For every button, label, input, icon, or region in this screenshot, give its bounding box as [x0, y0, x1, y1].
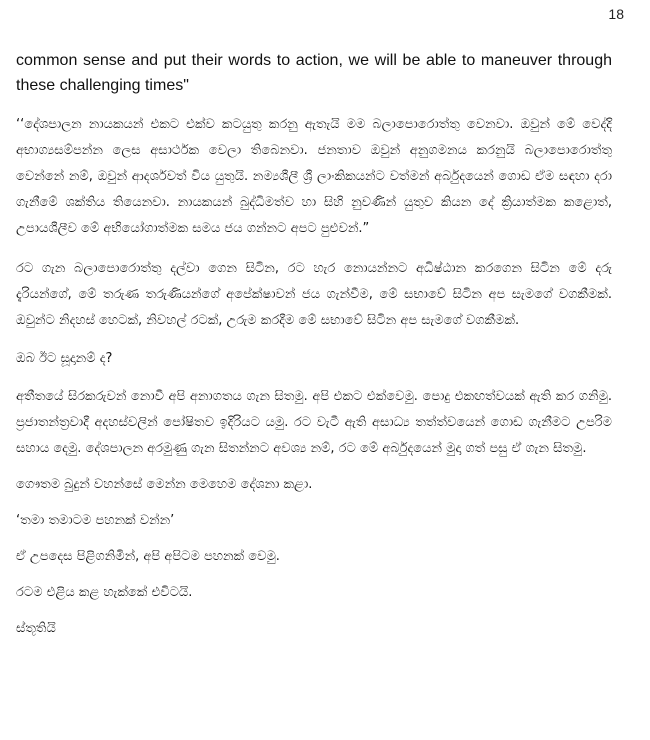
page-number: 18: [608, 6, 624, 22]
paragraph-gap: [16, 570, 612, 580]
paragraph-buddha-preached: ගෞතම බුදුන් වහන්සේ මෙන්න මෙහෙම දේශනා කළා.: [16, 477, 313, 492]
paragraph-question: ඔබ ඊට සූදානම් ද?: [16, 351, 113, 366]
paragraph-gap: [16, 98, 612, 112]
paragraph-light-country: රටම එළිය කළ හැක්කේ එවිටයි.: [16, 585, 193, 600]
paragraph-gap: [16, 334, 612, 346]
paragraph-gap: [16, 242, 612, 256]
paragraph-gap: [16, 372, 612, 384]
paragraph-lamp-quote: ‘තමා තමාටම පහනක් වන්න’: [16, 513, 175, 528]
paragraph-accept-advice: ඒ උපදෙස පිළිගනිමින්, අපි අපිටම පහනක් වෙමු.: [16, 549, 280, 564]
paragraph-gap: [16, 498, 612, 508]
paragraph-leaders-quote: ‘‘දේශපාලන නායකයන් එකට එක්ව කටයුතු කරනු ඇතැයි මම බලාපොරොත්තු වෙනවා. ඔවුන් මේ වෙද්දි අභාග්‍යසම්පන්න ලෙස අසාර්ථක වෙලා තිබෙනවා. ජනතාව ඔවුන් අනුගමනය කරනුයි බලාපොරොත්තු වෙන්නේ නම්, ඔවුන් ආදර්ශවත් විය යුතුයි. නම්‍යශීලී ශ්‍රී ලාංකිකයන්ට වත්මන් අර්බුදයෙන් ගොඩ ඒම සඳහා දරා ගැනීමේ ශක්තිය තියෙනවා. නායකයන් බුද්ධිමත්ව හා සිහි නුවණින් යුතුව කියන දේ ක්‍රියාත්මක කළොත්, උපායශීලීව මේ අභියෝගාත්මක සමය ජය ගන්නට අපට පුළුවන්.”: [16, 117, 612, 236]
paragraph-thank-you: ස්තූතියි: [16, 621, 56, 636]
paragraph-gap: [16, 534, 612, 544]
paragraph-gap: [16, 462, 612, 472]
paragraph-gap: [16, 606, 612, 616]
paragraph-english-quote-end: common sense and put their words to action, we will be able to maneuver through these challenging times": [16, 52, 612, 94]
document-body: [16, 48, 612, 642]
paragraph-future-call: අතීතයේ සිරකරුවන් නොවී අපි අනාගතය ගැන සිතමු. අපි එකට එක්වෙමු. පොදු එකඟත්වයක් ඇති කර ගනිමු. ප්‍රජාතන්ත්‍රවාදී අදහස්වලින් පෝෂිතව ඉදිරියට යමු. රට වැටී ඇති අසාධ්‍ය තත්ත්වයෙන් ගොඩ ගැනීමට උපරිම සහාය දෙමු. දේශපාලන අරමුණු ගැන සිතන්නට අවශ්‍ය නම්, රට මේ අර්බුදයෙන් මුදා ගත් පසු ඒ ගැන සිතමු.: [16, 389, 612, 456]
paragraph-youth-hopes: රට ගැන බලාපොරොත්තු දල්වා ගෙන සිටින, රට හැර නොයන්නට අධිෂ්ඨාන කරගෙන සිටින මේ දරු දැරියන්ගේ, මේ තරුණ තරුණියන්ගේ අපේක්ෂාවන් ජය ගැන්වීම, මේ සභාවේ සිටින අප සැමගේ වගකීමක්. ඔවුන්ට නිදහස් හෙටක්, නිවහල් රටක්, උරුම කරදීම මේ සභාවේ සිටින අප සැමගේ වගකීමක්.: [16, 261, 612, 328]
